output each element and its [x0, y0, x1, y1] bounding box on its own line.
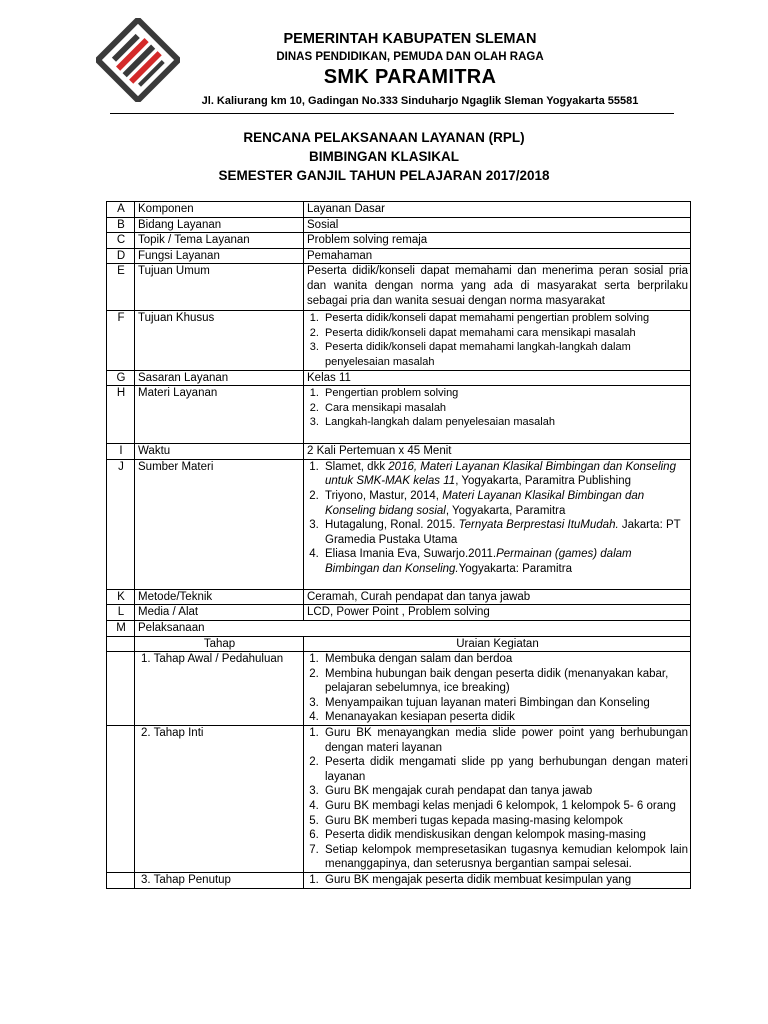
row-label: Fungsi Layanan [135, 248, 304, 264]
list-core [304, 726, 688, 872]
row-letter: F [107, 311, 135, 370]
table-row [107, 636, 691, 652]
row-label: Tujuan Khusus [135, 311, 304, 370]
row-value [304, 459, 691, 589]
row-label: Bidang Layanan [135, 217, 304, 233]
source-title: Ternyata Berprestasi ItuMudah. [458, 519, 619, 532]
list-item: 6. Peserta didik mendiskusikan dengan kelompok masing-masing [322, 828, 688, 843]
stage-name: 3. Tahap Penutup [135, 873, 304, 889]
table-row [107, 620, 691, 636]
table-row [107, 444, 691, 460]
row-letter: L [107, 605, 135, 621]
table-row [107, 217, 691, 233]
list-item: 1. Guru BK menayangkan media slide power point yang berhubungan dengan materi layanan [322, 726, 688, 755]
list-item: 5. Guru BK memberi tugas kepada masing-masing kelompok [322, 814, 688, 829]
row-label: Waktu [135, 444, 304, 460]
source-title: Materi Layanan Klasikal Bimbingan dan Konseling bidang sosial [325, 489, 645, 517]
row-letter: E [107, 264, 135, 311]
list-item: 1. Peserta didik/konseli dapat memahami pengertian problem solving [322, 311, 688, 326]
list-item: 1. Membuka dengan salam dan berdoa [322, 652, 688, 667]
source-author: Eliasa Imania Eva, Suwarjo.2011. [325, 548, 497, 561]
row-letter: B [107, 217, 135, 233]
row-value [304, 386, 691, 444]
row-value: 2 Kali Pertemuan x 45 Menit [304, 444, 691, 460]
row-label: Komponen [135, 202, 304, 218]
table-row [107, 202, 691, 218]
list-item [322, 489, 688, 518]
table-row [107, 233, 691, 249]
header-address: Jl. Kaliurang km 10, Gadingan No.333 Sinduharjo Ngaglik Sleman Yogyakarta 55581 [201, 95, 639, 107]
column-header-stage: Tahap [135, 636, 304, 652]
row-label: Sumber Materi [135, 459, 304, 589]
header-school-name: SMK PARAMITRA [323, 66, 497, 88]
row-value: Sosial [304, 217, 691, 233]
header-government: PEMERINTAH KABUPATEN SLEMAN [283, 31, 537, 47]
row-label: Pelaksanaan [135, 620, 691, 636]
doc-title: RENCANA PELAKSANAAN LAYANAN (RPL) [243, 130, 525, 145]
doc-semester: SEMESTER GANJIL TAHUN PELAJARAN 2017/2018 [218, 168, 550, 183]
source-publisher: Yogyakarta: Paramitra [458, 562, 572, 575]
list-item: 2. Cara mensikapi masalah [322, 401, 688, 416]
table-row [107, 311, 691, 370]
row-label: Metode/Teknik [135, 589, 304, 605]
row-letter: I [107, 444, 135, 460]
table-row [107, 652, 691, 726]
table-row [107, 459, 691, 589]
row-letter: H [107, 386, 135, 444]
row-value: Ceramah, Curah pendapat dan tanya jawab [304, 589, 691, 605]
list-item: 2. Membina hubungan baik dengan peserta didik (menanyakan kabar, pelajaran sebelumnya, ice breaking) [322, 667, 688, 696]
row-value: Kelas 11 [304, 370, 691, 386]
list-item [322, 547, 688, 576]
stage-name: 2. Tahap Inti [135, 726, 304, 873]
table-row [107, 264, 691, 311]
list-item: 3. Menyampaikan tujuan layanan materi Bimbingan dan Konseling [322, 696, 688, 711]
list-closing [304, 873, 688, 888]
row-label: Materi Layanan [135, 386, 304, 444]
stage-activities [304, 873, 691, 889]
stage-name: 1. Tahap Awal / Pedahuluan [135, 652, 304, 726]
list-item [322, 518, 688, 547]
row-letter: D [107, 248, 135, 264]
header-divider [110, 113, 674, 114]
list-item: 3. Langkah-langkah dalam penyelesaian masalah [322, 415, 688, 430]
list-sources [304, 460, 688, 577]
list-item: 4. Menanayakan kesiapan peserta didik [322, 710, 688, 725]
list-item [322, 460, 688, 489]
row-label: Sasaran Layanan [135, 370, 304, 386]
row-label: Tujuan Umum [135, 264, 304, 311]
list-item: 1. Pengertian problem solving [322, 386, 688, 401]
list-item: 3. Guru BK mengajak curah pendapat dan tanya jawab [322, 784, 688, 799]
table-row [107, 605, 691, 621]
column-header-activity: Uraian Kegiatan [304, 636, 691, 652]
row-value: Problem solving remaja [304, 233, 691, 249]
row-value [304, 311, 691, 370]
row-value: LCD, Power Point , Problem solving [304, 605, 691, 621]
source-title: Permainan (games) dalam Bimbingan dan Konseling. [325, 548, 632, 575]
source-author: Slamet, dkk [325, 460, 389, 473]
stage-activities [304, 726, 691, 873]
stage-activities [304, 652, 691, 726]
list-item: 3. Peserta didik/konseli dapat memahami langkah-langkah dalam penyelesaian masalah [322, 340, 688, 369]
header-department: DINAS PENDIDIKAN, PEMUDA DAN OLAH RAGA [276, 51, 544, 63]
source-author: Hutagalung, Ronal. 2015. [325, 519, 459, 532]
row-label: Topik / Tema Layanan [135, 233, 304, 249]
list-materials [304, 386, 688, 430]
table-row [107, 370, 691, 386]
row-letter: A [107, 202, 135, 218]
list-item: 2. Peserta didik/konseli dapat memahami cara mensikapi masalah [322, 326, 688, 341]
row-letter: G [107, 370, 135, 386]
source-publisher: Jakarta: PT Gramedia Pustaka Utama [325, 519, 681, 546]
table-row [107, 873, 691, 889]
row-letter: K [107, 589, 135, 605]
row-label: Media / Alat [135, 605, 304, 621]
table-row [107, 248, 691, 264]
doc-subtitle: BIMBINGAN KLASIKAL [309, 149, 459, 164]
row-value: Peserta didik/konseli dapat memahami dan menerima peran sosial pria dan wanita dengan norma yang ada di masyarakat serta berprilaku sebagai pria dan wanita sesuai dengan norma masyarakat [304, 264, 691, 311]
list-item: 7. Setiap kelompok mempresetasikan tugasnya kemudian kelompok lain menanggapinya, dan seterusnya bergantian sampai selesai. [322, 843, 688, 872]
list-item: 2. Peserta didik mengamati slide pp yang berhubungan dengan materi layanan [322, 755, 688, 784]
rpl-table [106, 201, 691, 889]
table-row [107, 589, 691, 605]
source-author: Triyono, Mastur, 2014, [325, 489, 443, 502]
list-item: 4. Guru BK membagi kelas menjadi 6 kelompok, 1 kelompok 5- 6 orang [322, 799, 688, 814]
table-row [107, 726, 691, 873]
row-letter: J [107, 459, 135, 589]
row-value: Layanan Dasar [304, 202, 691, 218]
source-title: 2016, Materi Layanan Klasikal Bimbingan dan Konseling untuk SMK-MAK kelas 11 [325, 460, 676, 488]
row-letter: C [107, 233, 135, 249]
source-publisher: , Yogyakarta, Paramitra Publishing [455, 475, 631, 488]
source-publisher: , Yogyakarta, Paramitra [445, 504, 566, 517]
list-item: 1. Guru BK mengajak peserta didik membuat kesimpulan yang [322, 873, 688, 888]
table-row [107, 386, 691, 444]
row-letter: M [107, 620, 135, 636]
list-specific-goals [304, 311, 688, 369]
list-opening [304, 652, 688, 725]
row-value: Pemahaman [304, 248, 691, 264]
